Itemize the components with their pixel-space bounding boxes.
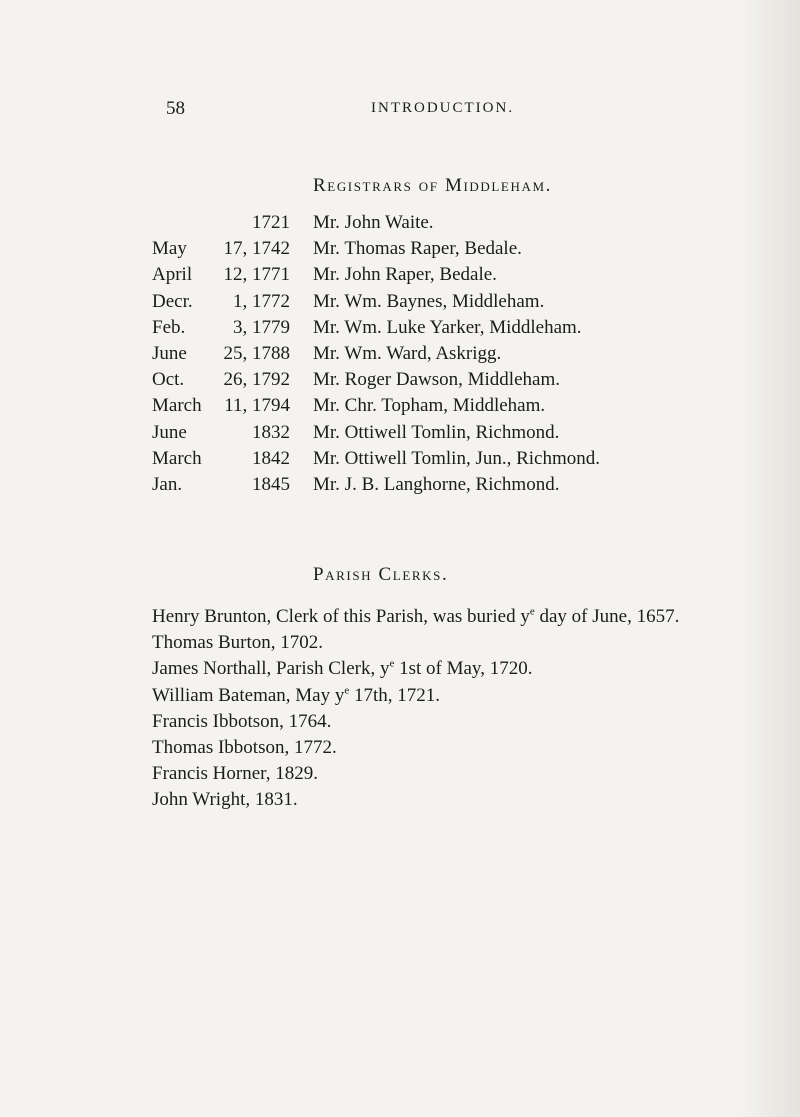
- registrar-row: [152, 343, 712, 369]
- registrar-day-year: 26, 1792: [223, 369, 290, 391]
- parish-clerk-entry: [152, 656, 732, 682]
- registrar-month: Feb.: [152, 316, 186, 338]
- registrar-month: June: [152, 421, 187, 443]
- registrar-month: Decr.: [152, 290, 193, 312]
- registrar-day-year: 1842: [252, 447, 290, 469]
- registrar-day-year: 1721: [252, 212, 290, 233]
- parish-clerk-entry: [152, 709, 732, 735]
- registrar-name: Mr. Wm. Luke Yarker, Middleham.: [313, 316, 582, 338]
- superscript-e: e: [529, 605, 535, 618]
- registrar-day-year: 25, 1788: [223, 342, 290, 364]
- registrar-name: Mr. Ottiwell Tomlin, Jun., Richmond.: [313, 447, 601, 469]
- parish-clerk-entry: [152, 630, 732, 656]
- registrar-month: April: [152, 264, 193, 286]
- registrar-day-year: 12, 1771: [223, 264, 290, 286]
- registrar-month: March: [152, 395, 202, 417]
- registrar-month: May: [152, 238, 187, 260]
- registrar-day-year: 1, 1772: [233, 290, 290, 312]
- clerk-text: Henry Brunton, Clerk of this Parish, was buried y: [152, 606, 530, 627]
- registrar-name: Mr. J. B. Langhorne, Richmond.: [313, 473, 560, 495]
- running-head: [166, 98, 636, 122]
- registrar-month: Jan.: [152, 473, 183, 495]
- registrar-month: June: [152, 342, 187, 364]
- parish-clerk-entry: [152, 761, 732, 787]
- registrars-heading: Registrars of Middleham.: [313, 175, 552, 196]
- registrar-row: [152, 448, 712, 474]
- registrar-name: Mr. Wm. Ward, Askrigg.: [313, 342, 502, 364]
- clerk-text-continued: day of June, 1657.: [534, 606, 680, 627]
- clerk-text: John Wright, 1831.: [152, 789, 298, 811]
- registrar-day-year: 17, 1742: [223, 238, 290, 260]
- registrar-month: March: [152, 447, 202, 469]
- registrar-row: [152, 395, 712, 421]
- page-number: 58: [166, 98, 185, 119]
- registrar-day-year: 3, 1779: [233, 316, 290, 338]
- clerk-text: Francis Ibbotson, 1764.: [152, 710, 332, 732]
- parish-clerk-entry: [152, 735, 732, 761]
- parish-clerk-entry: [152, 604, 732, 630]
- registrar-row: [152, 291, 712, 317]
- registrar-name: Mr. Thomas Raper, Bedale.: [313, 238, 522, 260]
- registrar-row: [152, 212, 712, 238]
- parish-clerk-entry: [152, 787, 732, 813]
- running-title: INTRODUCTION.: [371, 100, 515, 116]
- superscript-e: e: [389, 658, 395, 671]
- registrar-day-year: 1832: [252, 421, 290, 443]
- registrar-row: [152, 238, 712, 264]
- registrar-row: [152, 422, 712, 448]
- page-edge-shadow: [740, 0, 800, 1117]
- registrar-row: [152, 474, 712, 500]
- registrar-month: Oct.: [152, 369, 185, 391]
- registrar-name: Mr. Roger Dawson, Middleham.: [313, 369, 560, 391]
- clerk-text: James Northall, Parish Clerk, y: [152, 658, 390, 680]
- parish-clerk-entry: [152, 683, 732, 709]
- registrar-row: [152, 317, 712, 343]
- clerk-text: William Bateman, May y: [152, 684, 345, 706]
- registrar-name: Mr. John Waite.: [313, 212, 434, 233]
- registrar-name: Mr. Wm. Baynes, Middleham.: [313, 290, 545, 312]
- registrar-name: Mr. Ottiwell Tomlin, Richmond.: [313, 421, 560, 443]
- clerk-text: Thomas Burton, 1702.: [152, 632, 323, 654]
- registrar-name: Mr. Chr. Topham, Middleham.: [313, 395, 546, 417]
- parish-clerks-heading: Parish Clerks.: [313, 564, 449, 585]
- registrar-table: [152, 212, 712, 500]
- clerk-text-continued: 1st of May, 1720.: [394, 658, 533, 680]
- clerk-text: Francis Horner, 1829.: [152, 763, 318, 785]
- parish-clerk-list: [152, 604, 732, 814]
- clerk-text-continued: 17th, 1721.: [349, 684, 441, 706]
- registrar-row: [152, 264, 712, 290]
- registrar-name: Mr. John Raper, Bedale.: [313, 264, 497, 286]
- superscript-e: e: [344, 684, 350, 697]
- registrar-day-year: 11, 1794: [224, 395, 290, 417]
- registrar-row: [152, 369, 712, 395]
- clerk-text: Thomas Ibbotson, 1772.: [152, 737, 337, 759]
- registrar-day-year: 1845: [252, 473, 290, 495]
